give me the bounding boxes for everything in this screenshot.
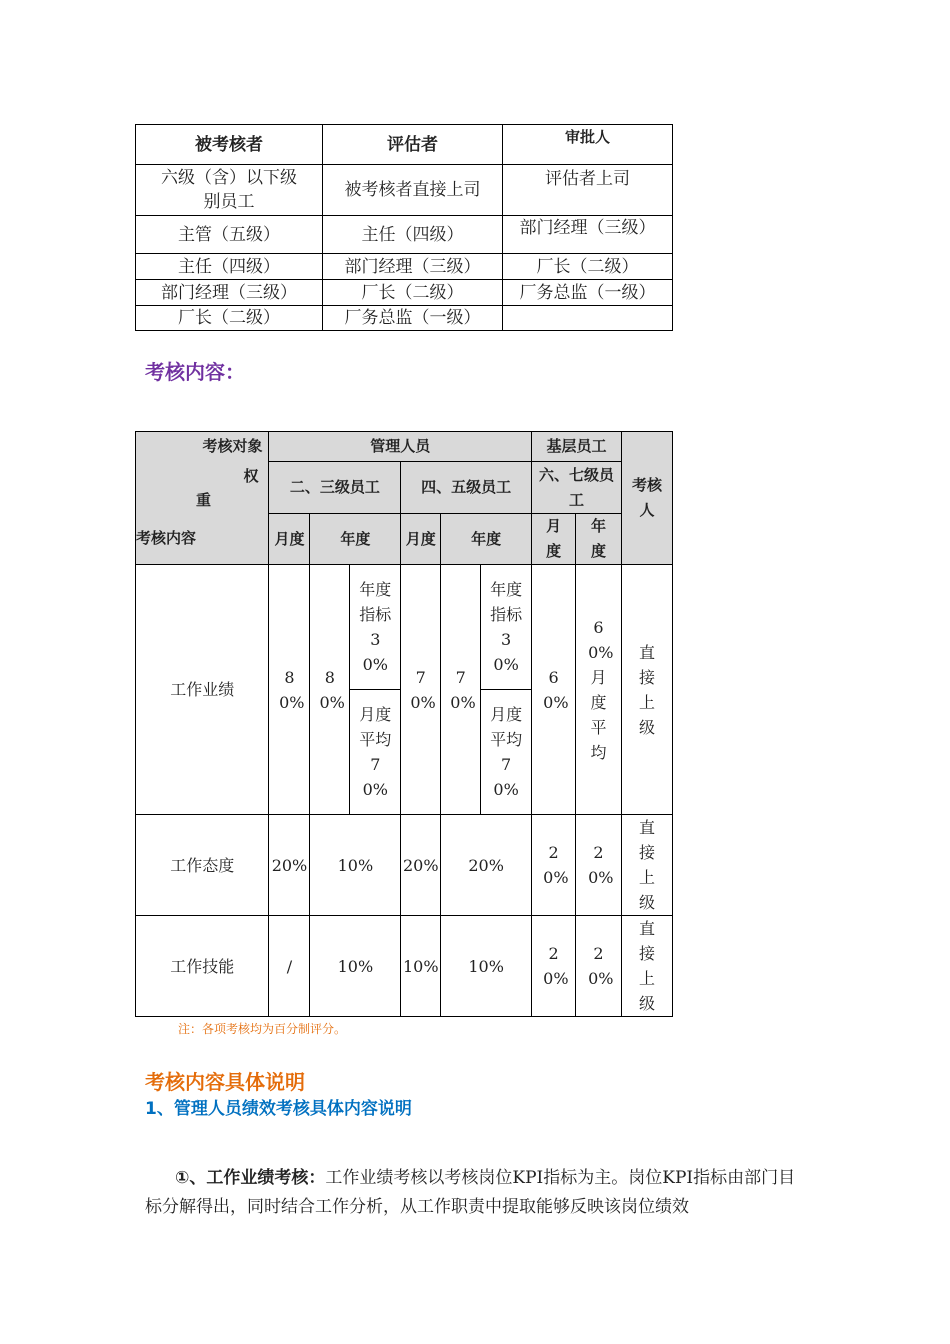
- table-cell: 60%: [532, 565, 576, 815]
- row-label-skill: 工作技能: [136, 916, 269, 1017]
- table-cell: 主任（四级）: [136, 254, 323, 280]
- table-cell: 70%: [401, 565, 441, 815]
- header-base-staff: 基层员工: [532, 432, 622, 462]
- paragraph-body: 工作业绩考核以考核岗位KPI指标为主。岗位KPI指标由部门目标分解得出，同时结合工作分析，从工作职责中提取能够反映该岗位绩效: [145, 1168, 796, 1217]
- table-cell: 年度指标30%: [481, 565, 532, 690]
- table-cell: 厂务总监（一级）: [323, 306, 503, 331]
- header-year: 年度: [576, 514, 622, 565]
- header-approver: 审批人: [503, 125, 673, 165]
- header-level-4-5: 四、五级员工: [401, 462, 532, 514]
- table-cell: 评估者上司: [503, 165, 673, 216]
- table-cell: 厂长（二级）: [136, 306, 323, 331]
- table-cell: 20%: [576, 815, 622, 916]
- header-management: 管理人员: [269, 432, 532, 462]
- table-cell: 20%: [401, 815, 441, 916]
- paragraph-lead: ①、工作业绩考核：: [175, 1168, 326, 1188]
- header-target: 考核对象: [136, 432, 269, 462]
- section-title-management: 1、管理人员绩效考核具体内容说明: [145, 1099, 412, 1119]
- table-cell-assessor: 直接上级: [622, 916, 673, 1017]
- header-assessee: 被考核者: [136, 125, 323, 165]
- approval-table: [135, 124, 673, 331]
- table-cell: 20%: [441, 815, 532, 916]
- table-note: 注：各项考核均为百分制评分。: [178, 1022, 347, 1036]
- table-cell-assessor: 直接上级: [622, 565, 673, 815]
- section-title-details: 考核内容具体说明: [145, 1070, 305, 1094]
- header-month: 月度: [401, 514, 441, 565]
- table-cell: 月度平均70%: [350, 690, 401, 815]
- header-month: 月度: [269, 514, 310, 565]
- header-level-2-3: 二、三级员工: [269, 462, 401, 514]
- header-evaluator: 评估者: [323, 125, 503, 165]
- table-cell: 60%月度平均: [576, 565, 622, 815]
- table-cell: 70%: [441, 565, 481, 815]
- table-cell: 部门经理（三级）: [136, 280, 323, 306]
- table-cell: 厂务总监（一级）: [503, 280, 673, 306]
- table-cell: 10%: [401, 916, 441, 1017]
- header-content: 考核内容: [136, 514, 269, 565]
- table-cell: 80%: [310, 565, 350, 815]
- row-label-performance: 工作业绩: [136, 565, 269, 815]
- weight-table: [135, 431, 673, 1017]
- paragraph-performance: [145, 1164, 810, 1222]
- table-cell: 部门经理（三级）: [323, 254, 503, 280]
- table-cell: 80%: [269, 565, 310, 815]
- table-cell: 年度指标30%: [350, 565, 401, 690]
- table-cell: 20%: [532, 815, 576, 916]
- header-month: 月度: [532, 514, 576, 565]
- section-title-content: 考核内容：: [145, 360, 245, 384]
- header-weight: 权 重: [136, 462, 269, 514]
- table-cell: /: [269, 916, 310, 1017]
- table-cell: 月度平均70%: [481, 690, 532, 815]
- table-cell: 10%: [310, 815, 401, 916]
- table-cell: 部门经理（三级）: [503, 216, 673, 254]
- header-level-6-7: 六、七级员工: [532, 462, 622, 514]
- table-cell: 主任（四级）: [323, 216, 503, 254]
- table-cell: 主管（五级）: [136, 216, 323, 254]
- row-label-attitude: 工作态度: [136, 815, 269, 916]
- table-cell: 20%: [576, 916, 622, 1017]
- header-year: 年度: [310, 514, 401, 565]
- table-cell: [503, 306, 673, 331]
- table-cell: 10%: [441, 916, 532, 1017]
- table-cell: 六级（含）以下级别员工: [136, 165, 323, 216]
- header-year: 年度: [441, 514, 532, 565]
- header-assessor: 考核人: [622, 432, 673, 565]
- table-cell: 厂长（二级）: [323, 280, 503, 306]
- table-cell: 20%: [532, 916, 576, 1017]
- table-cell: 10%: [310, 916, 401, 1017]
- table-cell-assessor: 直接上级: [622, 815, 673, 916]
- table-cell: 20%: [269, 815, 310, 916]
- table-cell: 厂长（二级）: [503, 254, 673, 280]
- table-cell: 被考核者直接上司: [323, 165, 503, 216]
